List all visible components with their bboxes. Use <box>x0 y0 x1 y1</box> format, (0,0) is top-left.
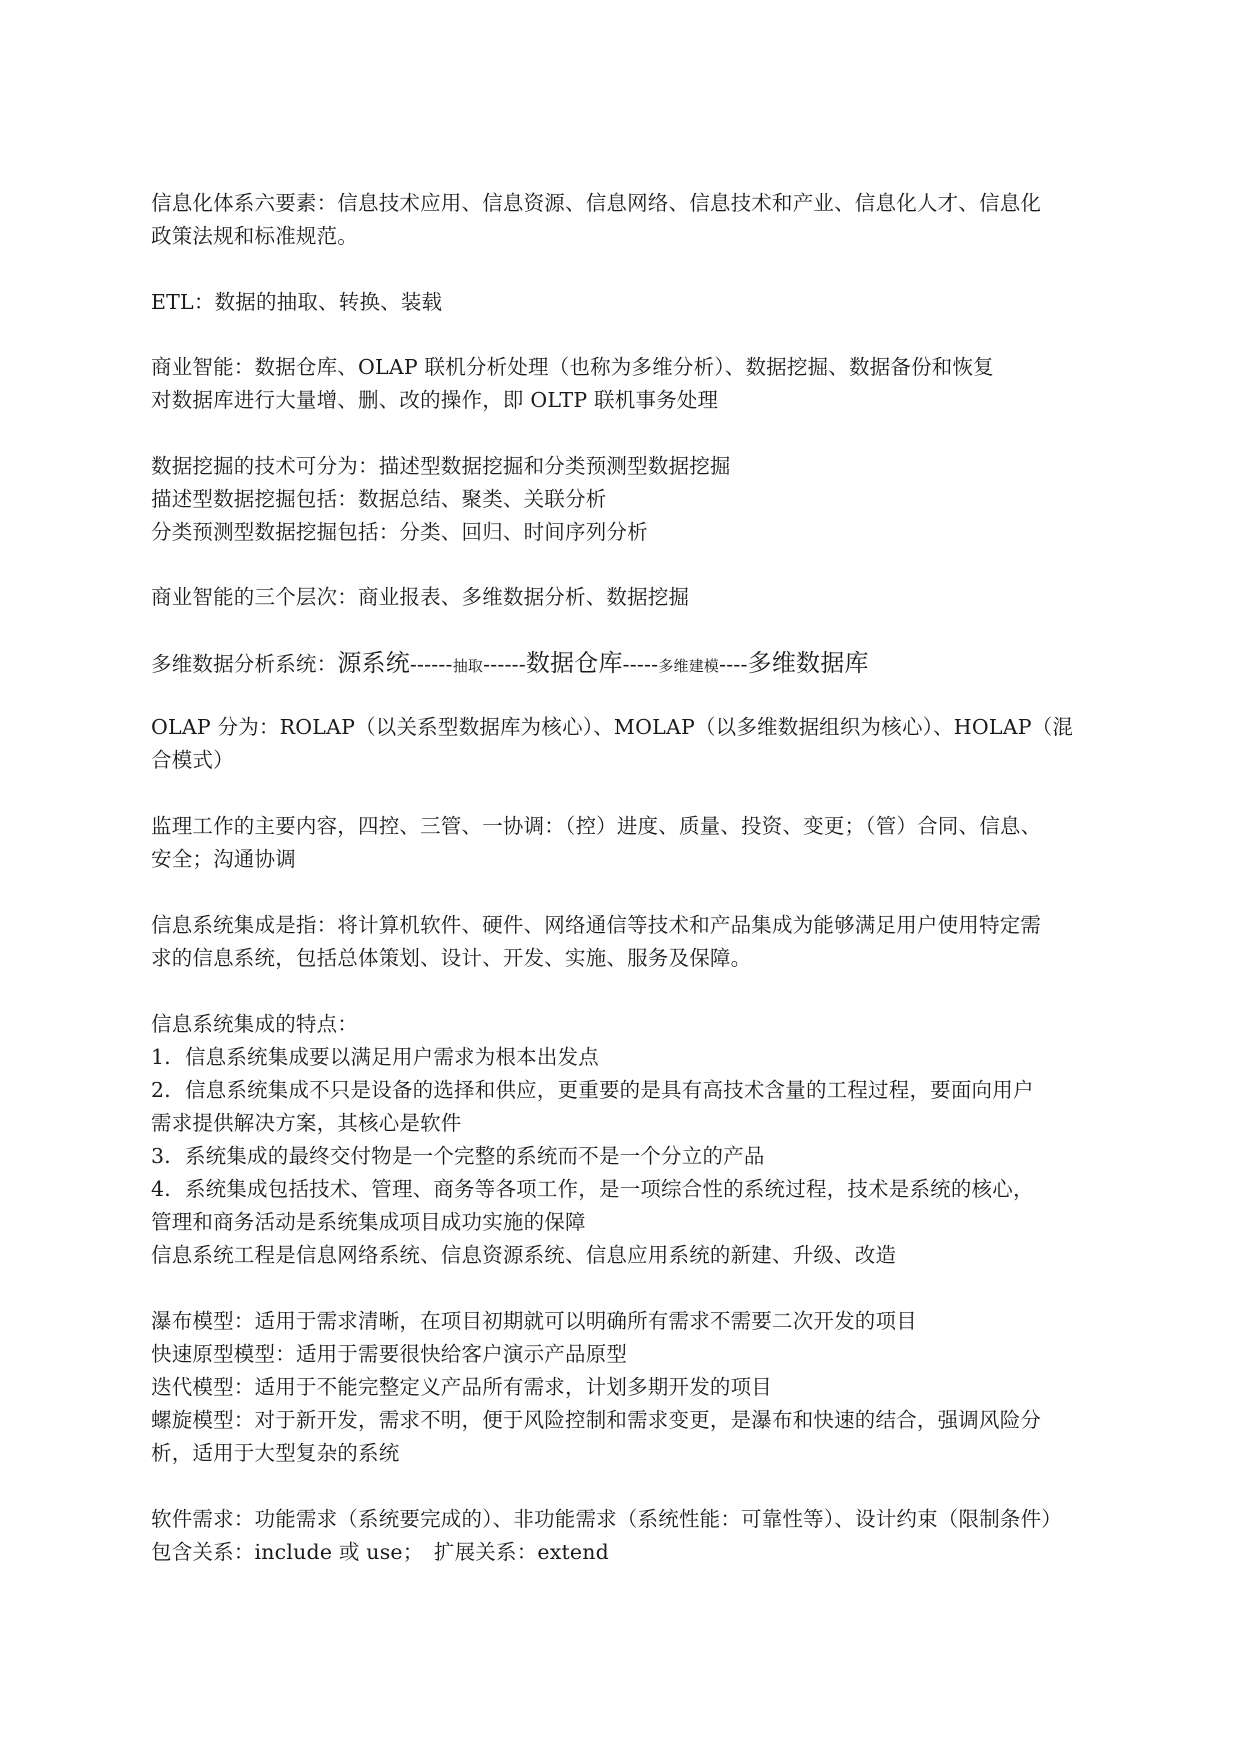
p1-line-2: 政策法规和标准规范。 <box>151 224 358 248</box>
p11-line-4: 螺旋模型：对于新开发，需求不明，便于风险控制和需求变更，是瀑布和快速的结合，强调风险分 <box>151 1408 1042 1432</box>
p10-line-7: 管理和商务活动是系统集成项目成功实施的保障 <box>151 1210 586 1234</box>
p10-line-6: 4．系统集成包括技术、管理、商务等各项工作，是一项综合性的系统过程，技术是系统的核心， <box>151 1177 1034 1201</box>
p10-line-4: 需求提供解决方案，其核心是软件 <box>151 1111 462 1135</box>
p10-line-5: 3．系统集成的最终交付物是一个完整的系统而不是一个分立的产品 <box>151 1144 765 1168</box>
p6-dash-2: ------ <box>483 652 526 676</box>
p8-line-2: 安全；沟通协调 <box>151 847 296 871</box>
p6-prefix: 多维数据分析系统： <box>151 652 338 676</box>
p8-line-1: 监理工作的主要内容，四控、三管、一协调：（控）进度、质量、投资、变更；（管）合同、信息、 <box>151 814 1042 838</box>
p3-line-1: 商业智能：数据仓库、OLAP 联机分析处理（也称为多维分析）、数据挖掘、数据备份和恢复 <box>151 355 994 379</box>
p4-line-2: 描述型数据挖掘包括：数据总结、聚类、关联分析 <box>151 487 607 511</box>
p2-line-1: ETL：数据的抽取、转换、装载 <box>151 290 443 314</box>
p6-source-system: 源系统 <box>337 649 410 677</box>
p6-dash-4: ---- <box>719 652 748 676</box>
p6-multidim-db: 多维数据库 <box>747 649 869 677</box>
p12-line-2: 包含关系：include 或 use； 扩展关系：extend <box>151 1540 609 1564</box>
p10-line-3: 2．信息系统集成不只是设备的选择和供应，更重要的是具有高技术含量的工程过程，要面向用户 <box>151 1078 1034 1102</box>
p5-line-1: 商业智能的三个层次：商业报表、多维数据分析、数据挖掘 <box>151 585 690 609</box>
p6-modeling: 多维建模 <box>658 657 720 675</box>
p9-line-1: 信息系统集成是指：将计算机软件、硬件、网络通信等技术和产品集成为能够满足用户使用特定需 <box>151 913 1042 937</box>
p11-line-5: 析，适用于大型复杂的系统 <box>151 1441 400 1465</box>
p10-line-1: 信息系统集成的特点： <box>151 1012 358 1036</box>
p11-line-1: 瀑布模型：适用于需求清晰，在项目初期就可以明确所有需求不需要二次开发的项目 <box>151 1309 917 1333</box>
p7-line-2: 合模式） <box>151 748 234 772</box>
p10-line-2: 1．信息系统集成要以满足用户需求为根本出发点 <box>151 1045 599 1069</box>
p12-line-1: 软件需求：功能需求（系统要完成的）、非功能需求（系统性能：可靠性等）、设计约束（限制条件） <box>151 1507 1062 1531</box>
p7-line-1: OLAP 分为：ROLAP（以关系型数据库为核心）、MOLAP（以多维数据组织为核心）、HOLAP（混 <box>151 715 1074 739</box>
p1-line-1: 信息化体系六要素：信息技术应用、信息资源、信息网络、信息技术和产业、信息化人才、信息化 <box>151 191 1042 215</box>
p6-dash-3: ----- <box>622 652 659 676</box>
p11-line-2: 快速原型模型：适用于需要很快给客户演示产品原型 <box>151 1342 628 1366</box>
p6-data-warehouse: 数据仓库 <box>525 649 623 677</box>
p6-extract: 抽取 <box>452 657 484 675</box>
p4-line-3: 分类预测型数据挖掘包括：分类、回归、时间序列分析 <box>151 520 648 544</box>
p6-dash-1: ------ <box>409 652 453 676</box>
p4-line-1: 数据挖掘的技术可分为：描述型数据挖掘和分类预测型数据挖掘 <box>151 454 731 478</box>
p6-line-1 <box>151 647 1091 680</box>
p10-line-8: 信息系统工程是信息网络系统、信息资源系统、信息应用系统的新建、升级、改造 <box>151 1243 897 1267</box>
p9-line-2: 求的信息系统，包括总体策划、设计、开发、实施、服务及保障。 <box>151 946 752 970</box>
p11-line-3: 迭代模型：适用于不能完整定义产品所有需求，计划多期开发的项目 <box>151 1375 772 1399</box>
p3-line-2: 对数据库进行大量增、删、改的操作，即 OLTP 联机事务处理 <box>151 388 719 412</box>
